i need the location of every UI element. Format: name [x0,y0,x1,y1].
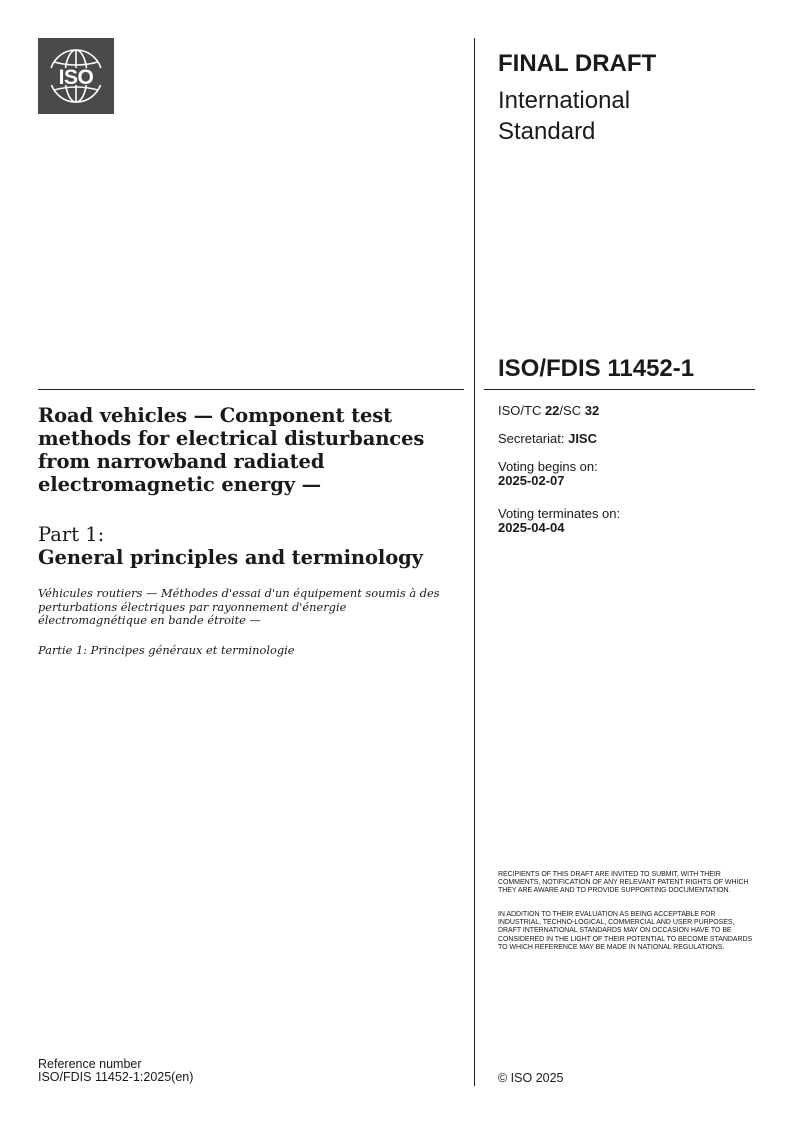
horizontal-divider-left [38,389,464,390]
horizontal-divider-right [484,389,755,390]
document-title-en: Road vehicles — Component test methods for electrical disturbances from narrowband radiated electromagnetic energy — [38,404,425,496]
part-title-en: General principles and terminology [38,546,423,569]
copyright: © ISO 2025 [498,1071,564,1085]
iso-logo [38,38,114,114]
secretariat-line: Secretariat: JISC [498,431,597,446]
committee-line: ISO/TC 22/SC 32 [498,403,600,418]
patent-notice: RECIPIENTS OF THIS DRAFT ARE INVITED TO SUBMIT, WITH THEIR COMMENTS, NOTIFICATION OF ANY RELEVANT PATENT RIGHTS OF WHICH THEY ARE AWARE AND TO PROVIDE SUPPORTING DOCUMENTATION. [498,871,749,895]
voting-begins-date: 2025-02-07 [498,473,565,488]
stage-label-standard: Standard [498,118,596,145]
document-title-fr: Véhicules routiers — Méthodes d'essai d'un équipement soumis à des perturbations électriques par rayonnement d'énergie électromagnétique en bande étroite — [38,586,440,627]
evaluation-notice: IN ADDITION TO THEIR EVALUATION AS BEING ACCEPTABLE FOR INDUSTRIAL, TECHNO-LOGICAL, COMMERCIAL AND USER PURPOSES, DRAFT INTERNATIONAL STANDARDS MAY ON OCCASION HAVE TO BE CONSIDERED IN THE LIGHT OF THEIR POTENTIAL TO BECOME STANDARDS TO WHICH REFERENCE MAY BE MADE IN NATIONAL REGULATIONS. [498,911,753,951]
voting-ends-date: 2025-04-04 [498,520,565,535]
globe-icon [38,38,114,114]
reference-label: Reference number [38,1057,142,1071]
logo-text: ISO [58,66,94,89]
stage-label-final-draft: FINAL DRAFT [498,50,657,77]
stage-label-international: International [498,87,631,114]
voting-ends-label: Voting terminates on: [498,506,621,521]
vertical-divider [474,38,475,1086]
document-id: ISO/FDIS 11452-1 [498,355,695,382]
voting-begins-label: Voting begins on: [498,459,598,474]
part-label: Part 1: [38,523,105,546]
reference-number: ISO/FDIS 11452-1:2025(en) [38,1070,194,1084]
part-title-fr: Partie 1: Principes généraux et terminologie [38,643,295,657]
